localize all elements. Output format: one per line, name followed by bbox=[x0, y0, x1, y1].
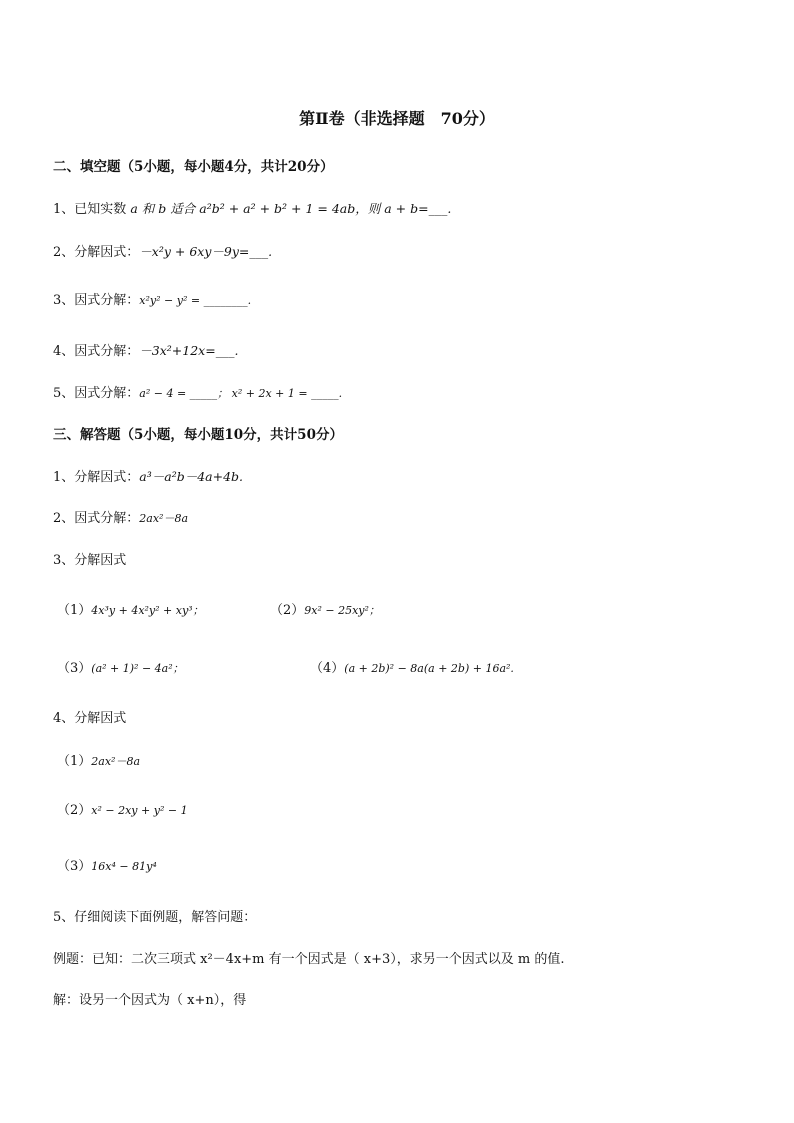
part-label: （1） bbox=[57, 754, 92, 769]
fill-question-5 bbox=[53, 385, 342, 403]
page-title: 第Ⅱ卷（非选择题 70分） bbox=[299, 109, 495, 128]
question-math: －3x²+12x=___. bbox=[139, 343, 239, 358]
question-math: a² − 4 = _____； x² + 2x + 1 = _____. bbox=[139, 387, 343, 400]
section-heading-solve: 三、解答题（5小题，每小题10分，共计50分） bbox=[53, 427, 343, 443]
q3-part-3 bbox=[57, 660, 184, 678]
q4-part-3 bbox=[57, 858, 157, 876]
fill-question-4 bbox=[53, 342, 238, 361]
part-math: 4x³y + 4x²y² + xy³； bbox=[91, 604, 204, 617]
part-math: (a + 2b)² − 8a(a + 2b) + 16a². bbox=[344, 662, 514, 675]
part-math: 2ax²－8a bbox=[91, 755, 141, 768]
q4-part-2 bbox=[57, 802, 188, 820]
part-label: （2） bbox=[57, 803, 92, 818]
fill-question-2 bbox=[53, 243, 272, 262]
q3-part-4 bbox=[310, 660, 514, 678]
part-math: 9x² − 25xy²； bbox=[304, 604, 380, 617]
part-label: （1） bbox=[57, 603, 92, 618]
question-math: 2ax²－8a bbox=[139, 512, 189, 525]
q4-part-1 bbox=[57, 753, 140, 771]
part-label: （2） bbox=[270, 603, 305, 618]
part-math: x² − 2xy + y² − 1 bbox=[91, 804, 188, 817]
solve-question-1 bbox=[53, 468, 243, 487]
question-prefix: 2、因式分解： bbox=[53, 511, 140, 526]
question-math: a³－a²b－4a+4b. bbox=[139, 469, 244, 484]
solve-question-4: 4、分解因式 bbox=[53, 711, 127, 726]
question-math: x²y² − y² = ________. bbox=[139, 294, 252, 307]
section-heading-fill: 二、填空题（5小题，每小题4分，共计20分） bbox=[53, 159, 334, 175]
question-math: －x²y + 6xy－9y=___. bbox=[139, 244, 273, 259]
q3-part-1 bbox=[57, 602, 204, 620]
question-prefix: 4、因式分解： bbox=[53, 344, 140, 359]
q5-solution: 解：设另一个因式为（ x+n），得 bbox=[53, 993, 247, 1008]
question-prefix: 2、分解因式： bbox=[53, 245, 140, 260]
question-prefix: 1、已知实数 bbox=[53, 202, 131, 217]
fill-question-1 bbox=[53, 200, 451, 219]
part-math: (a² + 1)² − 4a²； bbox=[91, 662, 184, 675]
question-prefix: 3、因式分解： bbox=[53, 293, 140, 308]
part-label: （3） bbox=[57, 859, 92, 874]
solve-question-2 bbox=[53, 510, 188, 528]
solve-question-3: 3、分解因式 bbox=[53, 553, 127, 568]
part-label: （4） bbox=[310, 661, 345, 676]
q3-part-2 bbox=[270, 602, 380, 620]
question-math: a 和 b 适合 a²b² + a² + b² + 1 = 4ab，则 a + b=___. bbox=[130, 201, 452, 216]
fill-question-3 bbox=[53, 292, 251, 310]
solve-question-5: 5、仔细阅读下面例题，解答问题： bbox=[53, 910, 257, 925]
part-label: （3） bbox=[57, 661, 92, 676]
q5-example: 例题：已知：二次三项式 x²－4x+m 有一个因式是（ x+3），求另一个因式以及 m 的值. bbox=[53, 952, 565, 967]
part-math: 16x⁴ − 81y⁴ bbox=[91, 860, 157, 873]
question-prefix: 5、因式分解： bbox=[53, 386, 140, 401]
question-prefix: 1、分解因式： bbox=[53, 470, 140, 485]
